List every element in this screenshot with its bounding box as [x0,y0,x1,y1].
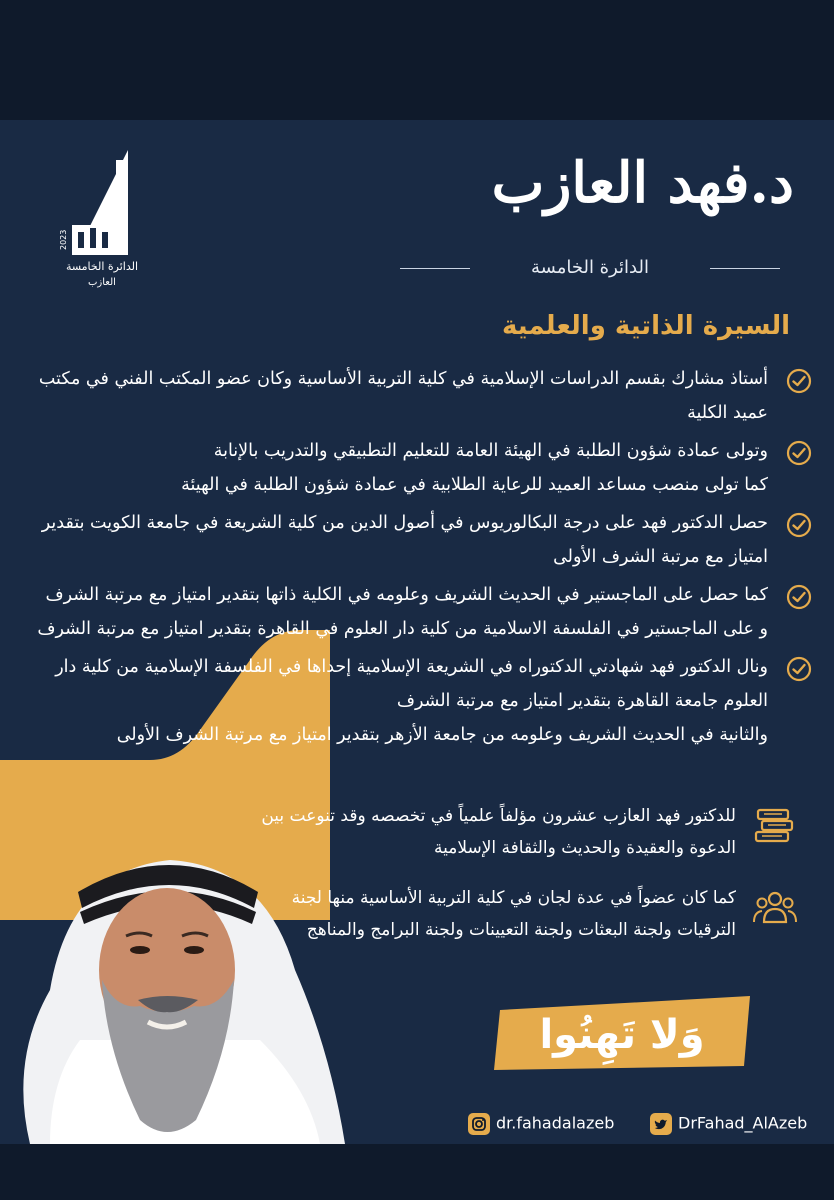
bio-item [40,362,812,430]
check-circle-icon [786,512,812,538]
bio-line: وتولى عمادة شؤون الطلبة في الهيئة العامة للتعليم التطبيقي والتدريب بالإنابة [213,441,768,461]
candidate-portrait [10,800,355,1144]
bio-line: أستاذ مشارك بقسم الدراسات الإسلامية في كلية التربية الأساسية وكان عضو المكتب الفني في مكتب [38,369,768,389]
slogan-text: وَلا تَهِنُوا [539,1012,705,1058]
section-title: السيرة الذاتية والعلمية [501,311,790,341]
books-icon [752,806,798,846]
bio-line: ونال الدكتور فهد شهادتي الدكتوراه في الشريعة الإسلامية إحداها في الفلسفة الإسلامية من كلية دار [55,657,768,677]
bio-line: عميد الكلية [687,403,768,423]
logo-text: العازب [88,277,116,288]
bio-line: حصل الدكتور فهد على درجة البكالوريوس في أصول الدين من كلية الشريعة في جامعة الكويت بتقدير [41,513,768,533]
district-label: الدائرة الخامسة [531,257,649,278]
district-subtitle [400,256,780,280]
slogan-badge [488,990,758,1074]
check-circle-icon [786,656,812,682]
logo-year: 2023 [59,229,68,250]
fact-line: للدكتور فهد العازب عشرون مؤلفاً علمياً في تخصصه وقد تنوعت بين [261,806,736,826]
bio-item [40,434,812,502]
check-circle-icon [786,368,812,394]
bio-line: امتياز مع مرتبة الشرف الأولى [553,547,768,567]
fact-line: الدعوة والعقيدة والحديث والثقافة الإسلامية [434,838,736,858]
twitter-text: DrFahad_AlAzeb [678,1113,808,1133]
bio-item [40,650,812,752]
instagram-icon [468,1113,490,1135]
bio-line: و على الماجستير في الفلسفة الاسلامية من كلية دار العلوم في القاهرة بتقدير امتياز مع مرتبة الشرف [37,619,768,639]
bio-line: العلوم جامعة القاهرة بتقدير امتياز مع مرتبة الشرف [396,691,768,711]
group-icon [752,888,798,928]
twitter-icon [650,1113,672,1135]
twitter-handle[interactable] [650,1108,807,1138]
bio-item [37,578,812,646]
subtitle-divider-right [710,268,780,269]
bio-item [40,506,812,574]
instagram-handle[interactable] [468,1108,614,1138]
fact-line: كما كان عضواً في عدة لجان في كلية التربية الأساسية منها لجنة [291,888,736,908]
instagram-text: dr.fahadalazeb [496,1113,615,1133]
candidate-name: د.فهد العازب [491,150,794,216]
bottom-band [0,1144,834,1200]
campaign-logo [58,150,148,290]
check-circle-icon [786,584,812,610]
bio-line: كما حصل على الماجستير في الحديث الشريف وعلومه في الكلية ذاتها بتقدير امتياز مع مرتبة الشرف [45,585,768,605]
bio-line: كما تولى منصب مساعد العميد للرعاية الطلابية في عمادة شؤون الطلبة في الهيئة [181,475,768,495]
bio-list [37,362,812,756]
check-circle-icon [786,440,812,466]
fact-line: الترقيات ولجنة البعثات ولجنة التعيينات ولجنة البرامج والمناهج [306,920,736,940]
logo-subtext: الدائرة الخامسة [65,260,139,273]
bio-line: والثانية في الحديث الشريف وعلومه من جامعة الأزهر بتقدير امتياز مع مرتبة الشرف الأولى [116,725,768,745]
